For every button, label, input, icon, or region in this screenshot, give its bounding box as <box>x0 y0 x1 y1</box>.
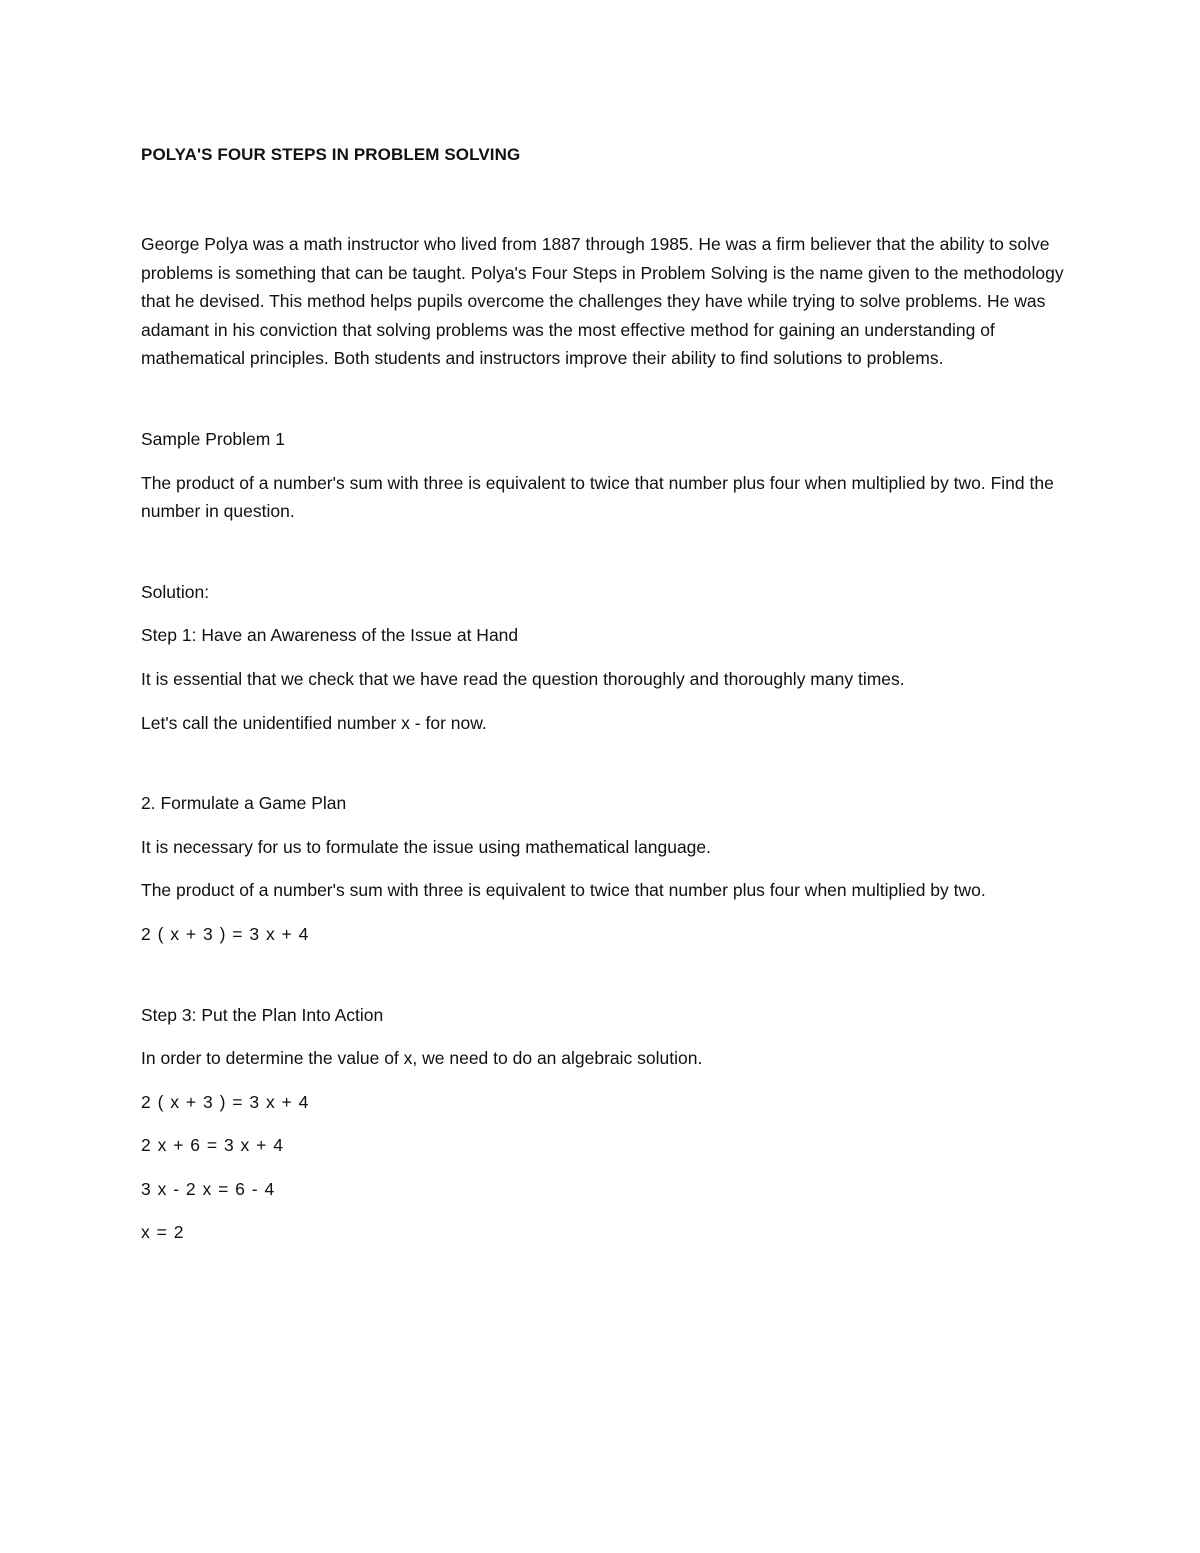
sample-problem-heading: Sample Problem 1 <box>141 428 285 449</box>
step3-equation-1: 2 ( x + 3 ) = 3 x + 4 <box>141 1091 309 1112</box>
step3-equation-3: 3 x - 2 x = 6 - 4 <box>141 1178 275 1199</box>
step1-line2: Let's call the unidentified number x - for now. <box>141 712 487 733</box>
step1-line1: It is essential that we check that we have read the question thoroughly and thoroughly many times. <box>141 668 905 689</box>
solution-label: Solution: <box>141 581 210 602</box>
step3-equation-2: 2 x + 6 = 3 x + 4 <box>141 1135 283 1156</box>
step1-heading: Step 1: Have an Awareness of the Issue at Hand <box>141 625 519 646</box>
step2-equation: 2 ( x + 3 ) = 3 x + 4 <box>141 923 309 944</box>
step2-line1: It is necessary for us to formulate the issue using mathematical language. <box>141 836 712 857</box>
step3-line1: In order to determine the value of x, we need to do an algebraic solution. <box>141 1048 703 1069</box>
document-title: POLYA'S FOUR STEPS IN PROBLEM SOLVING <box>141 145 521 164</box>
document-content <box>141 143 1071 1247</box>
step2-heading: 2. Formulate a Game Plan <box>141 793 347 814</box>
sample-problem-text: The product of a number's sum with three is equivalent to twice that number plus four when multiplied by two. Find the number in question. <box>141 472 1054 522</box>
intro-paragraph: George Polya was a math instructor who lived from 1887 through 1985. He was a firm believer that the ability to solve problems is something that can be taught. Polya's Four Steps in Problem Solving is the name given to the methodology that he devised. This method helps pupils overcome the challenges they have while trying to solve problems. He was adamant in his conviction that solving problems was the most effective method for gaining an understanding of mathematical principles. Both students and instructors improve their ability to find solutions to problems. <box>141 234 1064 369</box>
step3-heading: Step 3: Put the Plan Into Action <box>141 1004 384 1025</box>
step2-line2: The product of a number's sum with three is equivalent to twice that number plus four when multiplied by two. <box>141 880 986 901</box>
step3-equation-4: x = 2 <box>141 1222 184 1243</box>
